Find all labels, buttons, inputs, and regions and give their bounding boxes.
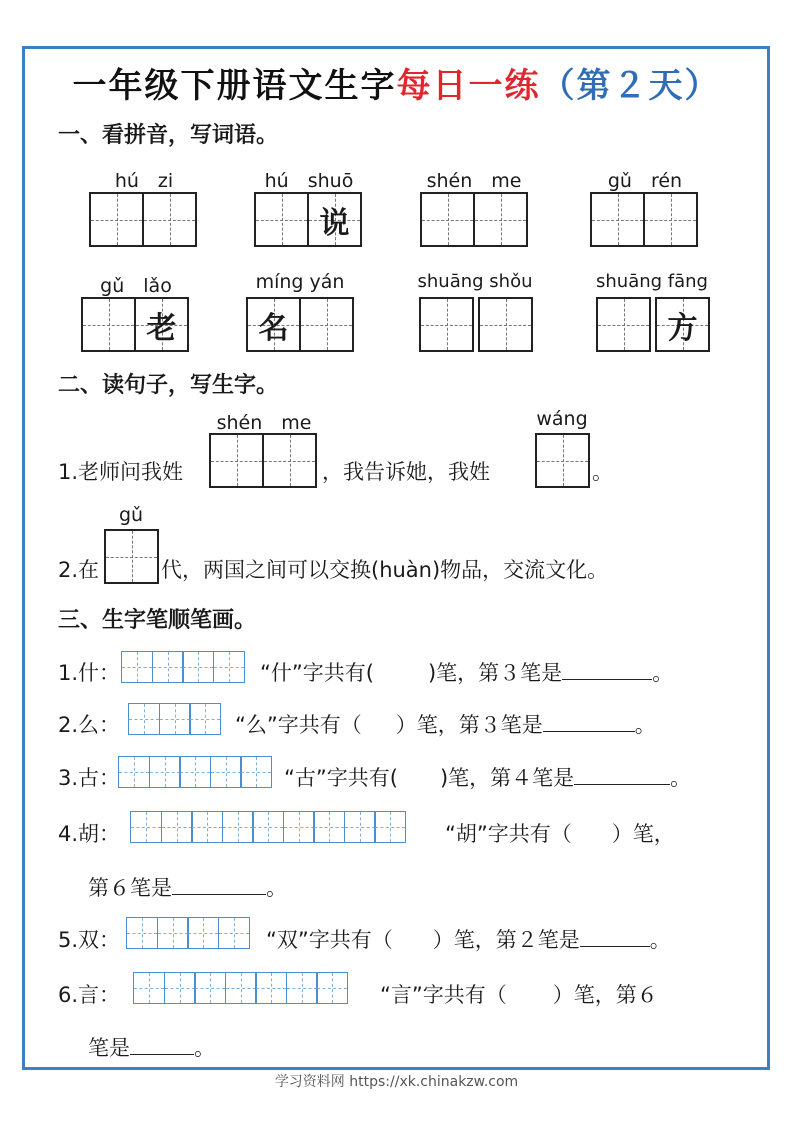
word-grid-6 (246, 297, 354, 352)
word-grid-1 (89, 192, 197, 247)
pinyin-3: shén me (426, 170, 522, 192)
stroke-cell[interactable] (121, 651, 153, 683)
stroke-cell[interactable] (194, 972, 226, 1004)
stroke-cell[interactable] (189, 703, 221, 735)
stroke-grid-4 (130, 811, 406, 843)
answer-blank[interactable] (562, 661, 652, 680)
stroke-cell[interactable] (313, 811, 345, 843)
writing-cell[interactable]: 方 (655, 297, 710, 352)
writing-cell[interactable]: 说 (307, 192, 362, 247)
stroke-cell[interactable] (255, 972, 287, 1004)
writing-cell[interactable] (89, 192, 144, 247)
writing-cell[interactable] (142, 192, 197, 247)
word-grid-5 (81, 297, 189, 352)
stroke-cell[interactable] (225, 972, 257, 1004)
pinyin-7: shuāng shǒu (417, 271, 533, 292)
stroke-cell[interactable] (213, 651, 245, 683)
answer-blank[interactable] (580, 928, 650, 947)
page-title (0, 58, 793, 107)
s3-row-2: “么”字共有（ ）笔，第３笔是 。 (235, 713, 656, 737)
writing-cell[interactable] (104, 529, 159, 584)
stroke-cell[interactable] (252, 811, 284, 843)
stroke-cell[interactable] (126, 917, 158, 949)
s3-row-4: “胡”字共有（ ）笔， (445, 822, 675, 846)
stroke-cell[interactable] (179, 756, 211, 788)
stroke-grid-3 (118, 756, 272, 788)
stroke-grid-6 (133, 972, 348, 1004)
q2-text-before: 2.在 (58, 558, 100, 582)
footer-watermark: 学习资料网 https://xk.chinakzw.com (274, 1074, 519, 1090)
title-day: （第２天） (540, 66, 721, 106)
answer-blank[interactable] (574, 766, 670, 785)
word-grid-4 (590, 192, 698, 247)
writing-cell[interactable]: 老 (134, 297, 189, 352)
q2-grid (104, 529, 159, 584)
stroke-cell[interactable] (118, 756, 150, 788)
stroke-cell[interactable] (182, 651, 214, 683)
stroke-cell[interactable] (152, 651, 184, 683)
pinyin-4: gǔ rén (607, 170, 683, 192)
stroke-grid-2 (128, 703, 221, 735)
s3-row-1: “什”字共有( )笔，第３笔是 。 (260, 661, 674, 685)
q2-pinyin: gǔ (118, 504, 144, 526)
stroke-cell[interactable] (374, 811, 406, 843)
writing-cell[interactable] (643, 192, 698, 247)
s3-label-6: 6.言： (58, 983, 121, 1007)
q1-pinyin-2: wáng (536, 408, 588, 430)
section-2-heading: 二、读句子，写生字。 (58, 373, 279, 398)
stroke-cell[interactable] (210, 756, 242, 788)
stroke-cell[interactable] (187, 917, 219, 949)
writing-cell[interactable] (420, 192, 475, 247)
stroke-cell[interactable] (159, 703, 191, 735)
pinyin-5: gǔ lǎo (100, 275, 172, 297)
stroke-cell[interactable] (344, 811, 376, 843)
q1-pinyin-1: shén me (216, 412, 312, 434)
q1-text-middle: ，我告诉她，我姓 (322, 460, 490, 484)
stroke-cell[interactable] (316, 972, 348, 1004)
title-highlight: 每日一练 (396, 66, 541, 106)
writing-cell[interactable] (590, 192, 645, 247)
stroke-cell[interactable] (149, 756, 181, 788)
pinyin-8: shuāng fāng (596, 271, 708, 292)
writing-cell[interactable] (478, 297, 533, 352)
writing-cell[interactable] (262, 433, 317, 488)
s3-label-1: 1.什： (58, 661, 121, 685)
stroke-cell[interactable] (161, 811, 193, 843)
stroke-grid-1 (121, 651, 245, 683)
s3-row-4-cont: 第６笔是 。 (88, 876, 287, 900)
stroke-cell[interactable] (133, 972, 165, 1004)
stroke-cell[interactable] (218, 917, 250, 949)
s3-label-3: 3.古： (58, 766, 121, 790)
pinyin-2: hú shuō (264, 170, 354, 192)
answer-blank[interactable] (543, 713, 635, 732)
s3-label-5: 5.双： (58, 928, 121, 952)
q1-text-before: 1.老师问我姓 (58, 460, 184, 484)
writing-cell[interactable] (473, 192, 528, 247)
stroke-cell[interactable] (240, 756, 272, 788)
word-grid-8 (596, 297, 710, 352)
section-1-heading: 一、看拼音，写词语。 (58, 123, 279, 148)
writing-cell[interactable]: 名 (246, 297, 301, 352)
pinyin-6: míng yán (255, 271, 345, 293)
answer-blank[interactable] (172, 876, 266, 895)
q1-grid-2 (535, 433, 590, 488)
s3-row-5: “双”字共有（ ）笔，第２笔是 。 (266, 928, 671, 952)
q1-grid-1 (209, 433, 317, 488)
writing-cell[interactable] (254, 192, 309, 247)
writing-cell[interactable] (596, 297, 651, 352)
stroke-cell[interactable] (157, 917, 189, 949)
stroke-grid-5 (126, 917, 250, 949)
section-3-heading: 三、生字笔顺笔画。 (58, 608, 257, 633)
stroke-cell[interactable] (130, 811, 162, 843)
stroke-cell[interactable] (222, 811, 254, 843)
stroke-cell[interactable] (128, 703, 160, 735)
writing-cell[interactable] (209, 433, 264, 488)
answer-blank[interactable] (130, 1036, 194, 1055)
writing-cell[interactable] (419, 297, 474, 352)
stroke-cell[interactable] (191, 811, 223, 843)
s3-row-6-cont: 笔是 。 (88, 1036, 215, 1060)
word-grid-3 (420, 192, 528, 247)
stroke-cell[interactable] (283, 811, 315, 843)
writing-cell[interactable] (535, 433, 590, 488)
s3-label-2: 2.么： (58, 713, 121, 737)
stroke-cell[interactable] (164, 972, 196, 1004)
writing-cell[interactable] (81, 297, 136, 352)
q1-text-after: 。 (592, 460, 613, 484)
stroke-cell[interactable] (286, 972, 318, 1004)
writing-cell[interactable] (299, 297, 354, 352)
title-main: 一年级下册语文生字 (72, 66, 397, 106)
pinyin-1: hú zi (114, 170, 174, 192)
s3-row-6: “言”字共有（ ）笔，第６ (380, 983, 658, 1007)
word-grid-7 (419, 297, 533, 352)
s3-row-3: “古”字共有( )笔，第４笔是 。 (284, 766, 692, 790)
q2-text-after: 代，两国之间可以交换(huàn)物品，交流文化。 (161, 558, 609, 582)
s3-label-4: 4.胡： (58, 822, 121, 846)
word-grid-2 (254, 192, 362, 247)
